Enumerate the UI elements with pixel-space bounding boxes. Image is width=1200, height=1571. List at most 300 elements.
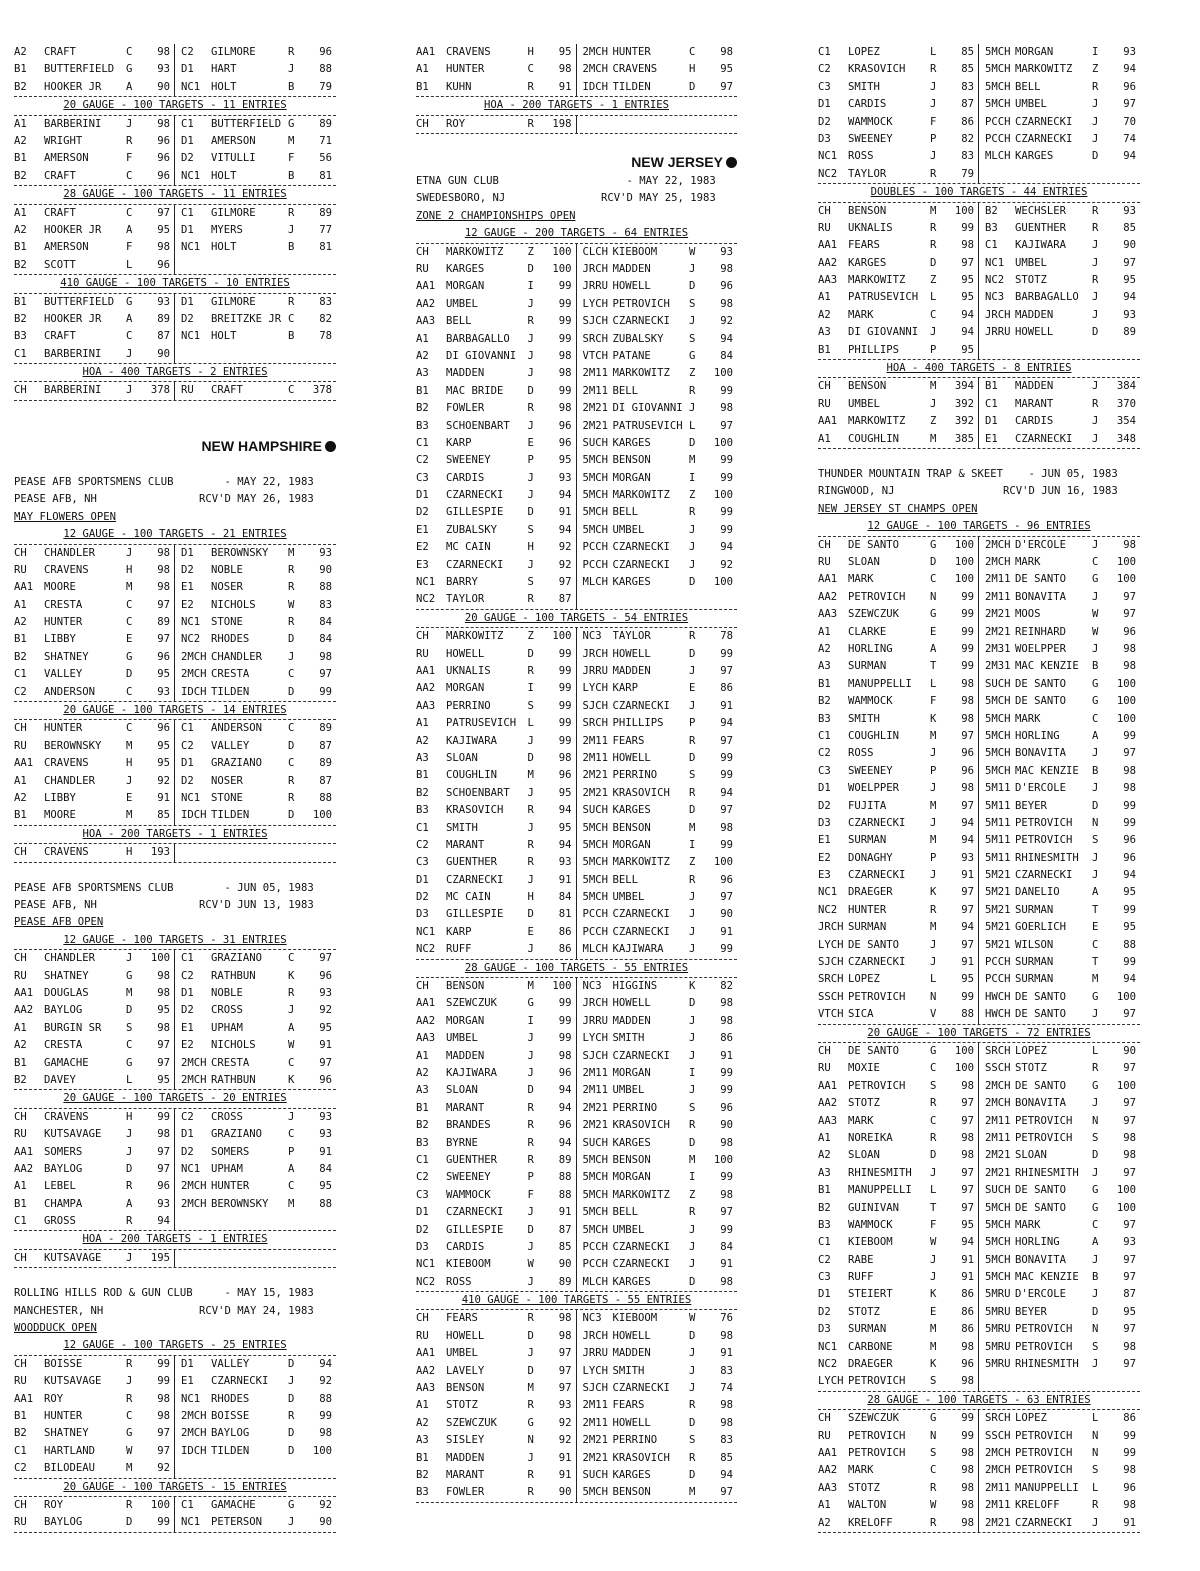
class-code: 2M11 xyxy=(582,384,609,397)
result-row xyxy=(416,44,737,61)
shooter-initial: R xyxy=(689,1399,696,1412)
class-code: PCCH xyxy=(985,115,1011,128)
result-row xyxy=(416,1152,737,1169)
shooter-initial: I xyxy=(689,838,696,851)
entry-right xyxy=(979,1200,1140,1217)
shooter-name: CRESTA xyxy=(44,598,83,611)
score: 99 xyxy=(720,1066,733,1079)
result-row xyxy=(818,989,1140,1006)
shooter-name: HOOKER JR xyxy=(44,312,102,325)
class-code: NC1 xyxy=(181,169,201,182)
entry-right xyxy=(979,554,1140,571)
score: 99 xyxy=(961,990,974,1003)
shooter-name: PETROVICH xyxy=(1015,1464,1073,1477)
score: 94 xyxy=(961,326,974,339)
class-code: B1 xyxy=(818,1184,831,1197)
shooter-initial: J xyxy=(1092,1358,1099,1371)
entry-left xyxy=(818,676,979,693)
class-code: 2M31 xyxy=(985,660,1011,673)
entry-right xyxy=(577,1204,738,1221)
entry-left xyxy=(416,1082,577,1099)
entry-left xyxy=(416,820,577,837)
score: 85 xyxy=(1123,221,1136,234)
entry-left xyxy=(14,1497,175,1514)
score: 84 xyxy=(720,349,733,362)
entry-right xyxy=(175,1460,336,1477)
result-row xyxy=(416,1380,737,1397)
shooter-initial: P xyxy=(527,1171,534,1184)
entry-right xyxy=(979,307,1140,324)
entry-right xyxy=(979,1410,1140,1427)
class-code: CH xyxy=(416,117,429,130)
class-code: 2MCH xyxy=(181,1056,207,1069)
result-row xyxy=(416,400,737,417)
shooter-name: KRELOFF xyxy=(848,1516,893,1529)
class-code: 2MCH xyxy=(181,1073,207,1086)
score: 100 xyxy=(713,576,733,589)
result-row xyxy=(818,1373,1140,1391)
shooter-initial: W xyxy=(527,1258,534,1271)
score: 100 xyxy=(954,538,974,551)
result-row xyxy=(416,1030,737,1047)
class-code: A2 xyxy=(818,642,831,655)
entry-left xyxy=(14,239,175,256)
entry-left xyxy=(818,148,979,165)
shooter-name: HOWELL xyxy=(446,647,485,660)
bullet-icon xyxy=(325,441,336,452)
entry-left xyxy=(14,790,175,807)
score: 89 xyxy=(1123,326,1136,339)
entry-left xyxy=(416,435,577,452)
shooter-initial: M xyxy=(288,546,295,559)
entry-right xyxy=(175,1391,336,1408)
entry-right xyxy=(577,1065,738,1082)
score: 97 xyxy=(961,938,974,951)
class-code: A2 xyxy=(14,134,27,147)
score: 98 xyxy=(1123,1499,1136,1512)
score: 87 xyxy=(558,593,572,606)
shooter-name: DOUGLAS xyxy=(44,986,89,999)
result-row xyxy=(416,663,737,680)
class-code: A1 xyxy=(818,1499,831,1512)
score: 96 xyxy=(1123,834,1136,847)
entry-left xyxy=(14,168,175,185)
entry-left xyxy=(416,61,577,78)
shooter-initial: B xyxy=(288,241,295,254)
entry-left xyxy=(416,1048,577,1065)
shooter-name: UPHAM xyxy=(211,1021,243,1034)
entry-right xyxy=(979,1043,1140,1060)
shooter-name: CRAFT xyxy=(44,169,76,182)
score: 97 xyxy=(1123,1323,1136,1336)
score xyxy=(302,1213,336,1230)
shooter-name: PETROVICH xyxy=(848,1429,906,1442)
score: 96 xyxy=(961,764,974,777)
class-code: AA1 xyxy=(818,239,838,252)
class-code: 2MCH xyxy=(985,556,1011,569)
shooter-initial: S xyxy=(1092,1340,1099,1353)
class-code: 5MCH xyxy=(582,1486,609,1499)
class-code: C1 xyxy=(985,397,998,410)
score: 82 xyxy=(319,312,332,325)
shooter-initial: C xyxy=(288,668,295,681)
score: 96 xyxy=(157,258,170,271)
class-code: IDCH xyxy=(181,685,207,698)
class-code: E3 xyxy=(818,869,831,882)
class-code: A1 xyxy=(14,774,27,787)
class-code: 2MCH xyxy=(985,1097,1011,1110)
shooter-name: GAMACHE xyxy=(211,1499,256,1512)
score: 98 xyxy=(961,1340,974,1353)
shooter-name: BRANDES xyxy=(446,1119,491,1132)
entry-right xyxy=(979,641,1140,658)
result-row xyxy=(14,950,336,967)
class-code: SJCH xyxy=(582,315,609,328)
shooter-name: UMBEL xyxy=(1015,256,1047,269)
shooter-initial: J xyxy=(288,1516,295,1529)
entry-right xyxy=(979,1339,1140,1356)
class-code: 5M21 xyxy=(985,886,1011,899)
entry-left xyxy=(416,44,577,61)
class-code: SUCH xyxy=(582,1136,609,1149)
shooter-initial: J xyxy=(930,782,937,795)
class-code: JRCH xyxy=(985,308,1011,321)
shooter-name: BENSON xyxy=(446,980,485,993)
class-code xyxy=(181,1213,211,1230)
entry-left xyxy=(416,383,577,400)
shooter-initial: D xyxy=(527,1329,534,1342)
score: 100 xyxy=(1116,990,1136,1003)
result-row xyxy=(14,1144,336,1161)
shooter-initial: A xyxy=(288,1162,295,1175)
score: 90 xyxy=(319,1516,332,1529)
score: 96 xyxy=(1123,1481,1136,1494)
shooter-name: VALLEY xyxy=(211,739,250,752)
shooter-initial: G xyxy=(930,1044,937,1057)
entry-left xyxy=(14,666,175,683)
entry-left xyxy=(416,1204,577,1221)
shooter-name: MARK xyxy=(848,1464,874,1477)
shooter-name: MARKOWITZ xyxy=(612,367,670,380)
result-row xyxy=(416,1484,737,1502)
shooter-initial: J xyxy=(689,699,696,712)
shooter-name: KARGES xyxy=(1015,150,1054,163)
shooter-initial: J xyxy=(689,891,696,904)
result-row xyxy=(818,902,1140,919)
shooter-name: CRAVENS xyxy=(446,46,491,58)
score: 98 xyxy=(720,1014,733,1027)
result-row xyxy=(416,1222,737,1239)
class-code: 5MRU xyxy=(985,1305,1011,1318)
shooter-initial: J xyxy=(689,943,696,956)
class-code: SJCH xyxy=(582,1049,609,1062)
score: 370 xyxy=(1116,397,1136,410)
spacer xyxy=(14,863,336,880)
entry-left xyxy=(416,1450,577,1467)
score: 98 xyxy=(720,297,733,310)
score: 98 xyxy=(961,695,974,708)
shooter-initial: B xyxy=(288,330,295,343)
score: 94 xyxy=(961,1236,974,1249)
class-code: AA3 xyxy=(416,1382,436,1395)
shooter-initial: J xyxy=(930,1271,937,1284)
class-code: B2 xyxy=(14,258,27,271)
class-code: C3 xyxy=(818,764,831,777)
result-row xyxy=(416,1239,737,1256)
result-row xyxy=(14,1425,336,1442)
entry-left xyxy=(416,452,577,469)
score: 193 xyxy=(150,846,170,859)
entry-right xyxy=(577,116,738,133)
class-code: LYCH xyxy=(582,1032,609,1045)
shooter-name: DE SANTO xyxy=(1015,990,1067,1003)
shooter-name xyxy=(211,257,288,274)
class-code: B2 xyxy=(14,1073,27,1086)
class-code: NC2 xyxy=(416,593,436,606)
entry-right xyxy=(577,79,738,96)
shooter-initial: J xyxy=(527,734,534,747)
class-code: C2 xyxy=(181,1110,194,1123)
shooter-initial: W xyxy=(126,1444,133,1457)
shooter-name: BAYLOG xyxy=(211,1427,250,1440)
score: 97 xyxy=(961,1097,974,1110)
score: 94 xyxy=(558,1084,572,1097)
shooter-initial: C xyxy=(288,952,295,965)
result-row xyxy=(818,624,1140,641)
result-row xyxy=(416,889,737,906)
score: 394 xyxy=(954,380,974,393)
entry-left xyxy=(416,750,577,767)
result-row xyxy=(14,1161,336,1178)
class-code: NC2 xyxy=(416,1275,436,1288)
result-row xyxy=(14,44,336,61)
score: 92 xyxy=(558,1416,572,1429)
score: 99 xyxy=(558,717,572,730)
shooter-name: BEROWNSKY xyxy=(211,1197,269,1210)
shooter-initial: M xyxy=(126,1462,133,1475)
shooter-initial: R xyxy=(288,791,295,804)
entry-right xyxy=(979,711,1140,728)
shooter-name: DONAGHY xyxy=(848,851,893,864)
class-code: A2 xyxy=(14,1039,27,1052)
shooter-initial: J xyxy=(689,558,696,571)
shooter-initial: M xyxy=(689,821,696,834)
shooter-name: CZARNECKI xyxy=(1015,115,1073,128)
result-row xyxy=(14,239,336,256)
shooter-initial: R xyxy=(527,1486,534,1499)
entry-right xyxy=(577,1345,738,1362)
score: 99 xyxy=(558,734,572,747)
entry-right xyxy=(175,1443,336,1460)
shooter-initial: F xyxy=(288,152,295,165)
shooter-name: KARGES xyxy=(612,576,651,589)
shooter-initial: W xyxy=(1092,608,1099,621)
score: 99 xyxy=(961,221,974,234)
shooter-initial: T xyxy=(930,1201,937,1214)
entry-right xyxy=(577,1397,738,1414)
shooter-name: BAYLOG xyxy=(44,1516,83,1529)
entry-right xyxy=(979,902,1140,919)
class-code: SRCH xyxy=(818,973,844,986)
shooter-initial: M xyxy=(126,581,133,594)
class-code: 5MCH xyxy=(985,1253,1011,1266)
score: 99 xyxy=(720,523,733,536)
class-code: PCCH xyxy=(582,541,609,554)
shooter-name: PETROVICH xyxy=(848,590,906,603)
entry-right xyxy=(979,1252,1140,1269)
entry-left xyxy=(818,537,979,554)
shooter-initial: J xyxy=(527,558,534,571)
score: 98 xyxy=(961,1079,974,1092)
score: 99 xyxy=(720,506,733,519)
score: 97 xyxy=(1123,98,1136,111)
shooter-initial: S xyxy=(930,1375,937,1388)
shooter-name xyxy=(211,346,288,363)
class-code: D2 xyxy=(181,152,194,165)
entry-right xyxy=(175,222,336,239)
score: 98 xyxy=(319,1427,332,1440)
class-code: MLCH xyxy=(985,150,1011,163)
shooter-name: DE SANTO xyxy=(1015,677,1067,690)
shooter-initial: D xyxy=(689,997,696,1010)
shooter-name: MARK xyxy=(1015,556,1041,569)
score xyxy=(703,591,737,608)
class-code: PCCH xyxy=(985,973,1011,986)
shooter-name: SHATNEY xyxy=(44,969,89,982)
shooter-name: CZARNECKI xyxy=(446,489,504,502)
shooter-initial: I xyxy=(1092,46,1099,58)
shooter-name: BILODEAU xyxy=(44,1462,96,1475)
shooter-initial: D xyxy=(689,751,696,764)
score: 100 xyxy=(1116,556,1136,569)
shooter-initial: Z xyxy=(527,245,534,258)
shooter-name: D'ERCOLE xyxy=(1015,1288,1067,1301)
result-row xyxy=(14,205,336,222)
entry-left xyxy=(818,780,979,797)
score: 100 xyxy=(312,1444,332,1457)
score: 90 xyxy=(558,1486,572,1499)
class-code: C1 xyxy=(181,1499,194,1512)
entry-right xyxy=(577,1484,738,1501)
entry-right xyxy=(175,790,336,807)
class-code: HWCH xyxy=(985,1008,1011,1021)
result-row xyxy=(416,924,737,941)
shooter-name: BUTTERFIELD xyxy=(44,295,115,308)
shooter-initial: C xyxy=(126,685,133,698)
class-code: D1 xyxy=(181,757,194,770)
shooter-initial: D xyxy=(689,804,696,817)
class-code: C2 xyxy=(14,685,27,698)
event-header-text: 20 GAUGE - 100 TARGETS - 14 ENTRIES xyxy=(63,704,287,717)
shooter-initial: J xyxy=(1092,291,1099,304)
score: 87 xyxy=(961,98,974,111)
shooter-name: MAC KENZIE xyxy=(1015,764,1079,777)
shooter-name: LIBBY xyxy=(44,633,76,646)
score: 93 xyxy=(720,245,733,258)
shooter-name: LAVELY xyxy=(446,1364,485,1377)
entry-left xyxy=(818,1339,979,1356)
shooter-initial: G xyxy=(930,538,937,551)
result-row xyxy=(818,1304,1140,1321)
shooter-initial: R xyxy=(527,1153,534,1166)
shooter-initial: R xyxy=(930,1516,937,1529)
result-row xyxy=(818,44,1140,61)
shooter-name: SLOAN xyxy=(446,751,478,764)
entry-right xyxy=(577,1030,738,1047)
score: 98 xyxy=(961,1446,974,1459)
entry-left xyxy=(818,919,979,936)
shooter-name: PETROVICH xyxy=(1015,1429,1073,1442)
score: 97 xyxy=(157,1145,170,1158)
entry-left xyxy=(416,574,577,591)
result-row xyxy=(14,968,336,985)
shooter-name: HOWELL xyxy=(1015,326,1054,339)
shooter-name: SMITH xyxy=(848,712,880,725)
state-name: NEW JERSEY xyxy=(631,153,723,170)
class-code: 5MCH xyxy=(582,454,609,467)
result-row xyxy=(818,1095,1140,1112)
class-code: 5MCH xyxy=(582,838,609,851)
score: 94 xyxy=(961,308,974,321)
class-code: JRRU xyxy=(582,664,609,677)
shooter-name: PETROVICH xyxy=(612,297,670,310)
class-code: 2M11 xyxy=(985,1499,1011,1512)
shooter-name: BEYER xyxy=(1015,799,1047,812)
shooter-name xyxy=(1015,1373,1092,1390)
result-row xyxy=(818,780,1140,797)
shooter-initial: F xyxy=(930,1218,937,1231)
shooter-name: CZARNECKI xyxy=(612,925,670,938)
event-header xyxy=(14,1337,336,1355)
shooter-initial: S xyxy=(527,576,534,589)
shooter-name: CZARNECKI xyxy=(612,558,670,571)
shooter-name: KARGES xyxy=(612,804,651,817)
shooter-name: ROSS xyxy=(848,747,874,760)
result-row xyxy=(14,666,336,683)
score: 100 xyxy=(954,204,974,217)
shooter-name: SMITH xyxy=(446,821,478,834)
shooter-name: HORLING xyxy=(1015,1236,1060,1249)
result-row xyxy=(14,311,336,328)
event-header xyxy=(818,1025,1140,1043)
entry-right xyxy=(979,237,1140,254)
entry-left xyxy=(14,1126,175,1143)
shooter-initial: G xyxy=(1092,677,1099,690)
event-header xyxy=(416,1292,737,1310)
class-code: AA3 xyxy=(818,608,838,621)
score: 91 xyxy=(558,506,572,519)
class-code: E1 xyxy=(181,1375,194,1388)
entry-left xyxy=(416,400,577,417)
result-row xyxy=(14,150,336,167)
score: 97 xyxy=(1123,1253,1136,1266)
score: 96 xyxy=(558,769,572,782)
entry-right xyxy=(175,562,336,579)
shooter-name: GRAZIANO xyxy=(211,757,263,770)
class-code: MLCH xyxy=(582,1275,609,1288)
shooter-name: CRAVENS xyxy=(44,1110,89,1123)
score: 99 xyxy=(558,647,572,660)
entry-left xyxy=(818,96,979,113)
shooter-name xyxy=(211,1213,288,1230)
class-code: B2 xyxy=(416,1468,429,1481)
result-row xyxy=(818,1217,1140,1234)
entry-left xyxy=(818,1147,979,1164)
entry-left xyxy=(416,1484,577,1501)
shooter-initial: H xyxy=(126,757,133,770)
score: 97 xyxy=(157,1056,170,1069)
shooter-name: ANDERSON xyxy=(211,722,263,735)
